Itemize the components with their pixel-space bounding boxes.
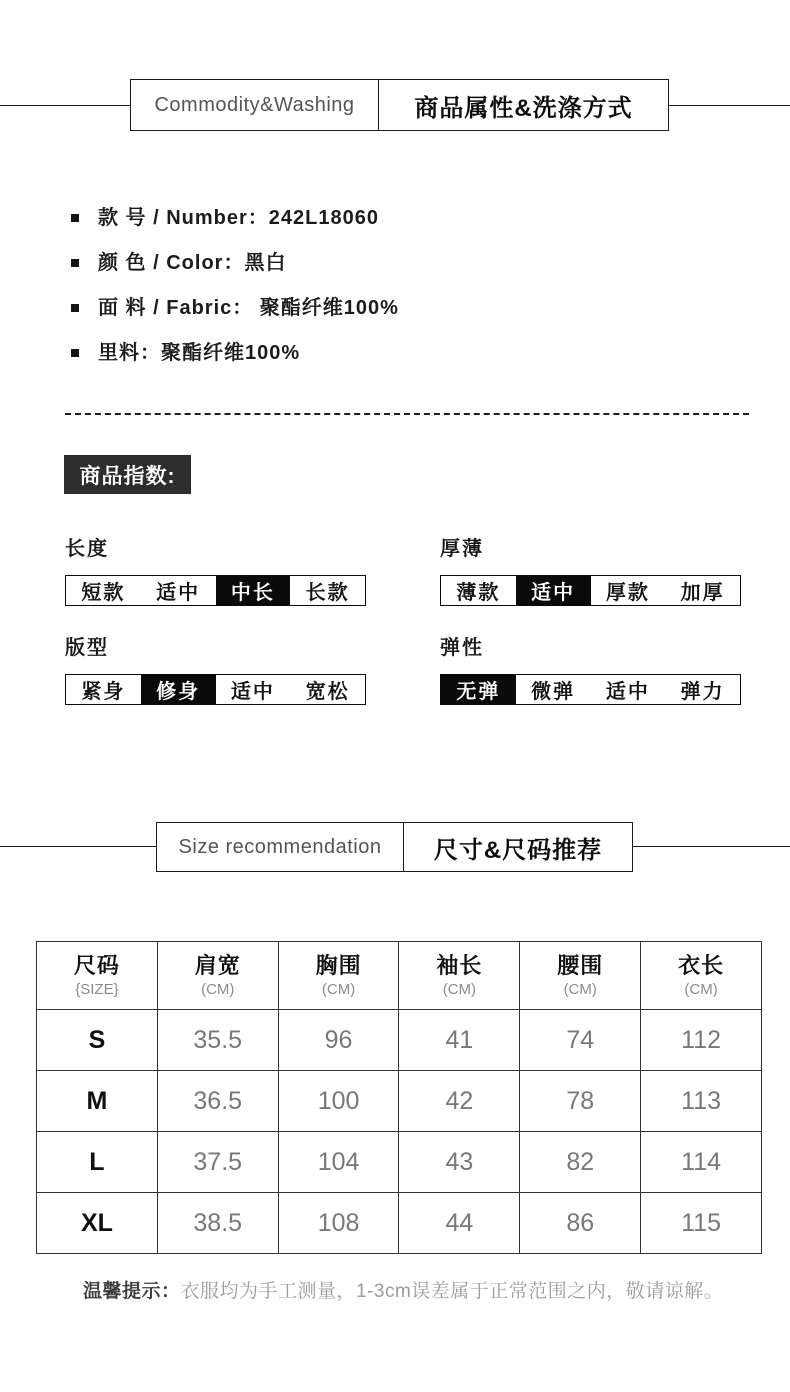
size-table-header-row xyxy=(37,942,762,1010)
attribute-text: 颜 色 / Color：黑白 xyxy=(98,252,287,274)
scale-option: 短款 xyxy=(81,582,126,604)
column-unit: (CM) xyxy=(563,980,597,998)
attribute-item xyxy=(71,252,399,274)
size-cell: 35.5 xyxy=(157,1010,278,1071)
scale-option: 宽松 xyxy=(305,681,350,703)
column-unit: (CM) xyxy=(321,980,356,998)
scale-option: 适中 xyxy=(605,681,650,703)
bullet-square-icon xyxy=(71,214,79,222)
column-header xyxy=(399,942,520,1010)
scale-bar xyxy=(440,575,741,606)
scale-option: 厚款 xyxy=(605,582,650,604)
scale-option-selected: 中长 xyxy=(216,576,291,605)
attribute-item xyxy=(71,207,399,229)
attribute-item xyxy=(71,297,399,319)
size-cell: 115 xyxy=(641,1193,762,1254)
column-header xyxy=(278,942,399,1010)
scale-option-selected: 适中 xyxy=(516,576,591,605)
size-cell: 43 xyxy=(399,1132,520,1193)
size-row-label: S xyxy=(37,1010,158,1071)
column-unit: {SIZE} xyxy=(75,980,119,998)
section-header-commodity-en: Commodity&Washing xyxy=(131,80,379,130)
table-row xyxy=(37,1193,762,1254)
size-cell: 108 xyxy=(278,1193,399,1254)
attribute-text: 面 料 / Fabric： 聚酯纤维100% xyxy=(98,297,399,319)
size-row-label: L xyxy=(37,1132,158,1193)
scale-option: 加厚 xyxy=(680,582,725,604)
section-header-size xyxy=(156,822,633,872)
scale-option: 微弹 xyxy=(531,681,576,703)
dashed-divider xyxy=(65,413,749,415)
scale-option: 紧身 xyxy=(81,681,126,703)
bullet-square-icon xyxy=(71,349,79,357)
column-title: 袖长 xyxy=(436,952,483,978)
size-table-head xyxy=(37,942,762,1010)
scale-option-selected: 无弹 xyxy=(441,675,516,704)
size-cell: 38.5 xyxy=(157,1193,278,1254)
column-header xyxy=(37,942,158,1010)
column-unit: (CM) xyxy=(201,980,235,998)
section-header-commodity xyxy=(130,79,669,131)
scale-label: 厚薄 xyxy=(440,538,484,560)
size-cell: 82 xyxy=(520,1132,641,1193)
size-row-label: XL xyxy=(37,1193,158,1254)
index-scale xyxy=(440,538,741,606)
scale-option: 长款 xyxy=(305,582,350,604)
attribute-text: 里料：聚酯纤维100% xyxy=(98,342,301,364)
size-cell: 37.5 xyxy=(157,1132,278,1193)
size-cell: 114 xyxy=(641,1132,762,1193)
column-title: 肩宽 xyxy=(194,952,241,978)
size-cell: 42 xyxy=(399,1071,520,1132)
scale-option-selected: 修身 xyxy=(141,675,216,704)
size-cell: 86 xyxy=(520,1193,641,1254)
bullet-square-icon xyxy=(71,259,79,267)
scale-label: 弹性 xyxy=(440,637,484,659)
measurement-note xyxy=(83,1280,723,1304)
index-scale xyxy=(65,637,366,705)
index-scale xyxy=(440,637,741,705)
scale-option: 弹力 xyxy=(680,681,725,703)
scale-option: 薄款 xyxy=(456,582,501,604)
size-cell: 41 xyxy=(399,1010,520,1071)
table-row xyxy=(37,1132,762,1193)
column-title: 胸围 xyxy=(315,952,362,978)
scale-bar xyxy=(65,575,366,606)
attribute-item xyxy=(71,342,399,364)
bullet-square-icon xyxy=(71,304,79,312)
index-scale xyxy=(65,538,366,606)
section-header-commodity-zh: 商品属性&洗涤方式 xyxy=(414,94,633,122)
column-title: 尺码 xyxy=(73,952,120,978)
section-header-size-zh: 尺寸&尺码推荐 xyxy=(433,836,603,864)
column-header xyxy=(641,942,762,1010)
column-title: 衣长 xyxy=(678,952,725,978)
table-row xyxy=(37,1010,762,1071)
size-row-label: M xyxy=(37,1071,158,1132)
scale-option: 适中 xyxy=(230,681,275,703)
scale-label: 版型 xyxy=(65,637,109,659)
size-cell: 100 xyxy=(278,1071,399,1132)
product-attributes-list xyxy=(71,207,399,364)
size-cell: 104 xyxy=(278,1132,399,1193)
scale-label: 长度 xyxy=(65,538,109,560)
scale-bar xyxy=(65,674,366,705)
column-unit: (CM) xyxy=(442,980,477,998)
size-cell: 78 xyxy=(520,1071,641,1132)
size-cell: 113 xyxy=(641,1071,762,1132)
note-text: 衣服均为手工测量，1-3cm误差属于正常范围之内，敬请谅解。 xyxy=(180,1281,724,1302)
scale-option: 适中 xyxy=(156,582,201,604)
size-cell: 96 xyxy=(278,1010,399,1071)
size-chart-table xyxy=(36,941,762,1254)
section-header-size-en: Size recommendation xyxy=(157,823,404,871)
column-header xyxy=(520,942,641,1010)
size-cell: 74 xyxy=(520,1010,641,1071)
size-table-body xyxy=(37,1010,762,1254)
column-title: 腰围 xyxy=(557,952,604,978)
scale-bar xyxy=(440,674,741,705)
attribute-text: 款 号 / Number：242L18060 xyxy=(98,207,379,229)
note-prefix: 温馨提示： xyxy=(83,1281,181,1302)
product-index-badge: 商品指数: xyxy=(64,455,191,494)
column-unit: (CM) xyxy=(684,980,718,998)
size-cell: 112 xyxy=(641,1010,762,1071)
table-row xyxy=(37,1071,762,1132)
size-cell: 44 xyxy=(399,1193,520,1254)
size-cell: 36.5 xyxy=(157,1071,278,1132)
column-header xyxy=(157,942,278,1010)
product-index-scales xyxy=(65,538,741,705)
